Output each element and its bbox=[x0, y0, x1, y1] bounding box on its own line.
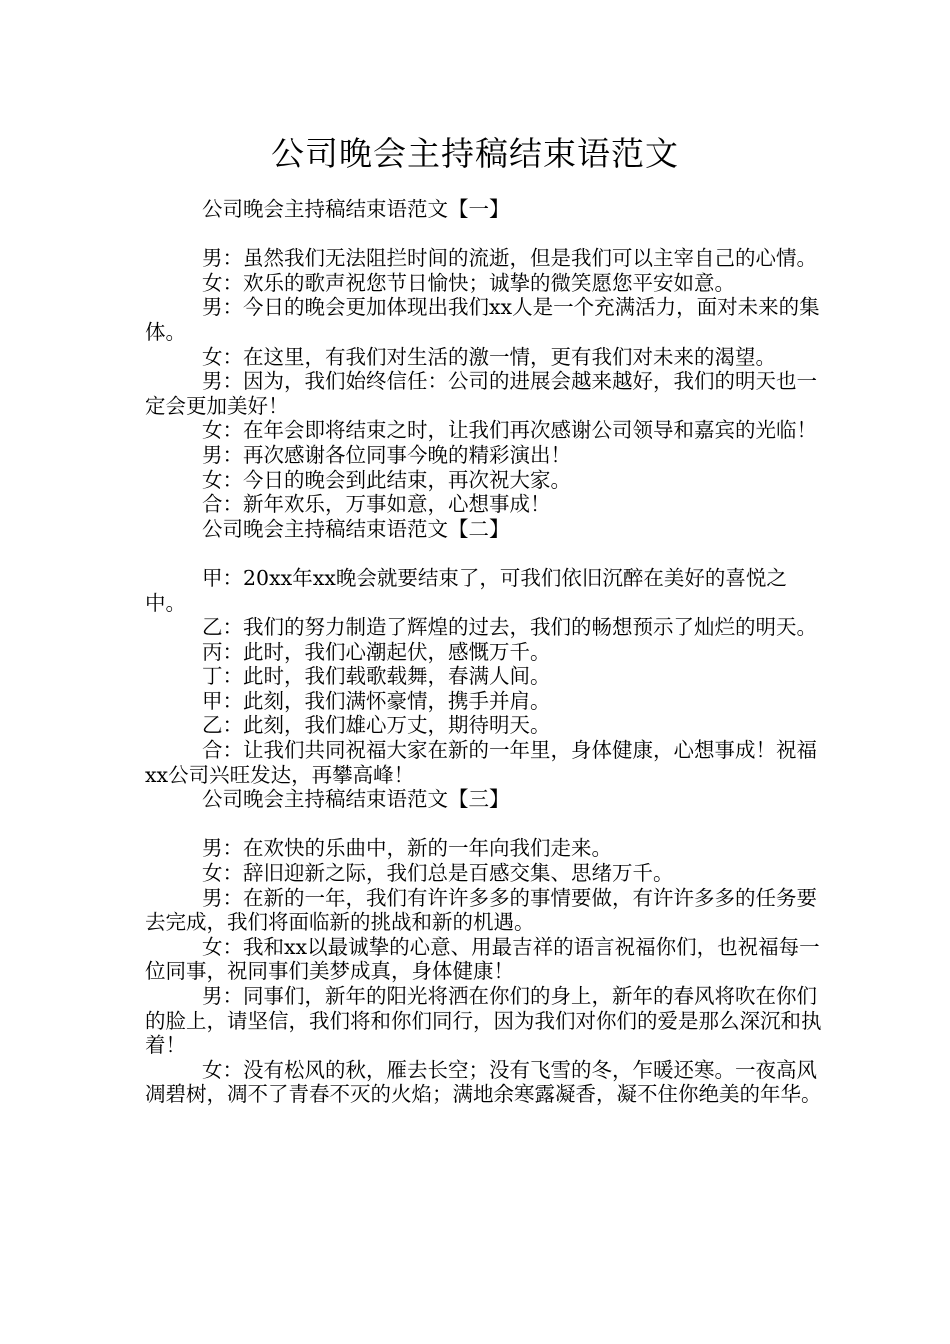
paragraph: 合：让我们共同祝福大家在新的一年里，身体健康，心想事成！祝福xx公司兴旺发达，再攀高峰！ bbox=[145, 738, 817, 787]
paragraph: 女：在这里，有我们对生活的激一情，更有我们对未来的渴望。 bbox=[202, 344, 776, 369]
paragraph: 男：今日的晚会更加体现出我们xx人是一个充满活力，面对未来的集体。 bbox=[145, 295, 820, 344]
paragraph: 女：辞旧迎新之际，我们总是百感交集、思绪万千。 bbox=[202, 861, 674, 886]
paragraph: 丁：此时，我们载歌载舞，春满人间。 bbox=[202, 664, 551, 689]
paragraph: 男：虽然我们无法阻拦时间的流逝，但是我们可以主宰自己的心情。 bbox=[202, 246, 817, 271]
section-heading-3: 公司晚会主持稿结束语范文【三】 bbox=[202, 787, 510, 812]
paragraph: 女：在年会即将结束之时，让我们再次感谢公司领导和嘉宾的光临！ bbox=[202, 418, 817, 443]
paragraph: 女：今日的晚会到此结束，再次祝大家。 bbox=[202, 467, 571, 492]
paragraph: 男：同事们，新年的阳光将洒在你们的身上，新年的春风将吹在你们的脸上，请坚信，我们将和你们同行，因为我们对你们的爱是那么深沉和执着！ bbox=[145, 984, 822, 1058]
paragraph: 女：欢乐的歌声祝您节日愉快；诚挚的微笑愿您平安如意。 bbox=[202, 270, 735, 295]
paragraph: 男：在新的一年，我们有许许多多的事情要做，有许许多多的任务要去完成，我们将面临新的挑战和新的机遇。 bbox=[145, 885, 817, 935]
section-heading-1: 公司晚会主持稿结束语范文【一】 bbox=[202, 197, 510, 221]
paragraph: 甲：此刻，我们满怀豪情，携手并肩。 bbox=[202, 688, 551, 713]
paragraph: 合：新年欢乐，万事如意，心想事成！ bbox=[202, 492, 551, 517]
paragraph: 乙：我们的努力制造了辉煌的过去，我们的畅想预示了灿烂的明天。 bbox=[202, 615, 817, 640]
paragraph: 女：我和xx以最诚挚的心意、用最吉祥的语言祝福你们，也祝福每一位同事，祝同事们美梦成真，身体健康！ bbox=[145, 934, 820, 984]
section-heading-2: 公司晚会主持稿结束语范文【二】 bbox=[202, 516, 510, 541]
paragraph: 丙：此时，我们心潮起伏，感慨万千。 bbox=[202, 639, 551, 664]
paragraph: 男：再次感谢各位同事今晚的精彩演出！ bbox=[202, 442, 571, 467]
document-body bbox=[145, 197, 823, 1107]
paragraph: 乙：此刻，我们雄心万丈，期待明天。 bbox=[202, 713, 551, 738]
paragraph: 女：没有松风的秋，雁去长空；没有飞雪的冬，乍暖还寒。一夜高风凋碧树，凋不了青春不灭的火焰；满地余寒露凝香，凝不住你绝美的年华。 bbox=[145, 1057, 822, 1107]
paragraph: 男：因为，我们始终信任：公司的进展会越来越好，我们的明天也一定会更加美好！ bbox=[145, 369, 817, 418]
paragraph: 男：在欢快的乐曲中，新的一年向我们走来。 bbox=[202, 836, 612, 861]
document-title: 公司晚会主持稿结束语范文 bbox=[271, 134, 679, 173]
paragraph: 甲：20xx年xx晚会就要结束了，可我们依旧沉醉在美好的喜悦之中。 bbox=[145, 565, 787, 615]
